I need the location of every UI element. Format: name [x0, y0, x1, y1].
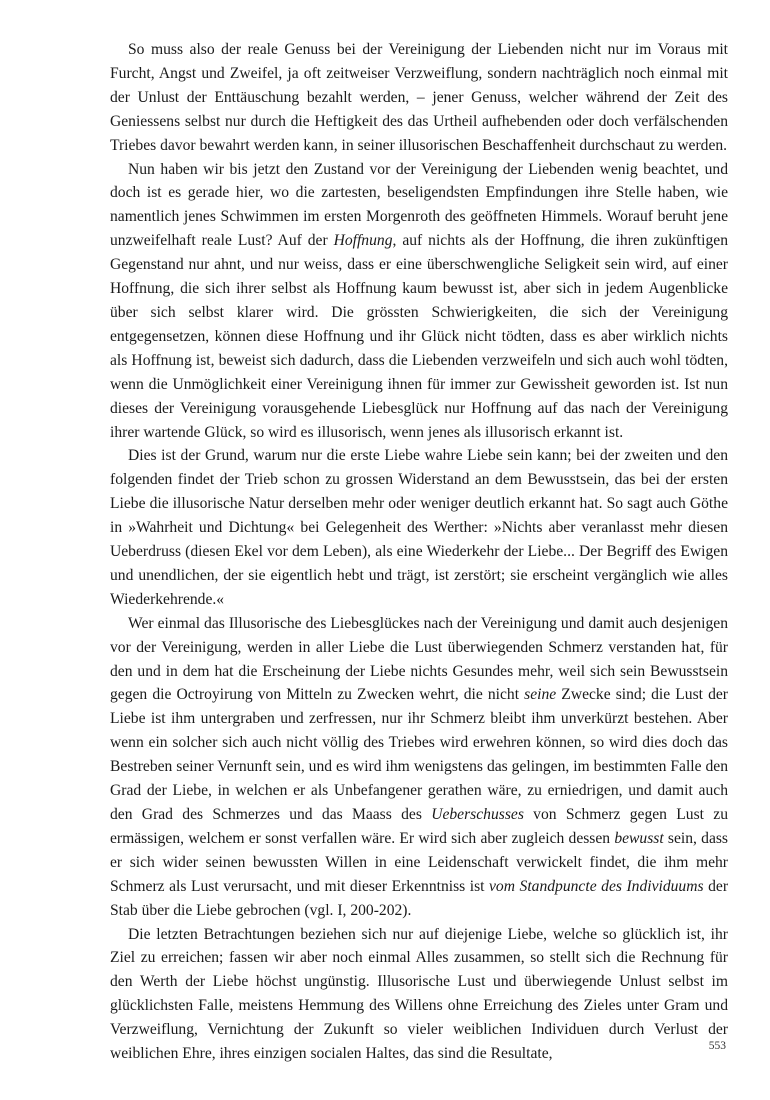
paragraph-4	[110, 612, 728, 923]
page-body	[110, 38, 728, 1066]
text-run: Nun haben wir bis jetzt den Zustand vor der Vereinigung der Liebenden wenig beachtet, und doch ist es gerade hier, wo die zartesten, beseligendsten Empfindungen ihre Stelle haben, wie namentlich jenes Schwimmen im ersten Morgenroth des geöffneten Himmels. Worauf beruht jene unzweifelhaft reale Lust? Auf der	[110, 160, 728, 250]
text-run: sein, dass er sich wider seinen bewussten Willen in eine Leidenschaft verwickelt findet, die ihm mehr Schmerz als Lust verursacht, und mit dieser Erkenntniss ist	[110, 829, 728, 895]
paragraph-2	[110, 158, 728, 445]
emphasis-hoffnung: Hoffnung	[333, 232, 393, 250]
text-run: Die letzten Betrachtungen beziehen sich nur auf diejenige Liebe, welche so glücklich ist, ihr Ziel zu erreichen; fassen wir aber noch einmal Alles zusammen, so stellt sich die Rechnung für den Werth der Liebe höchst ungünstig. Illusorische Lust und überwiegende Unlust selbst im glücklichsten Falle, meistens Hemmung des Willens ohne Erreichung des Zieles unter Gram und Verzweiflung, Vernichtung der Zukunft so vieler weiblichen Individuen durch Verlust der weiblichen Ehre, ihres einzigen socialen Haltes, das sind die Resultate,	[110, 925, 728, 1063]
paragraph-1	[110, 38, 728, 158]
emphasis-ueberschusses: Ueberschusses	[431, 806, 524, 823]
text-run: , auf nichts als der Hoffnung, die ihren zukünftigen Gegenstand nur ahnt, und nur weiss, dass er eine überschwengliche Seligkeit sein wird, auf einer Hoffnung, die sich ihrer selbst als Hoffnung kaum bewusst ist, aber sich in jedem Augenblicke über sich selbst klarer wird. Die grössten Schwierigkeiten, die sich der Vereinigung entgegensetzen, können diese Hoffnung und ihr Glück nicht tödten, dass es aber wirklich nichts als Hoffnung ist, beweist sich dadurch, dass die Liebenden verzweifeln und sich auch wohl tödten, wenn die Unmöglichkeit einer Vereinigung ihnen für immer zur Gewissheit geworden ist. Ist nun dieses der Vereinigung vorausgehende Liebesglück nur Hoffnung auf das nach der Vereinigung ihrer wartende Glück, so wird es illusorisch, wenn jenes als illusorisch erkannt ist.	[110, 232, 728, 441]
text-run: Wer einmal das Illusorische des Liebesglückes nach der Vereinigung und damit auch desjenigen vor der Vereinigung, werden in aller Liebe die Lust überwiegenden Schmerz verstanden hat, für den und in dem hat die Erscheinung der Liebe nichts Gesundes mehr, weil sich sein Bewusstsein gegen die Octroyirung von Mitteln zu Zwecken wehrt, die nicht	[110, 614, 728, 704]
text-run: So muss also der reale Genuss bei der Vereinigung der Liebenden nicht nur im Voraus mit Furcht, Angst und Zweifel, ja oft zeitweiser Verzweiflung, sondern nachträglich noch einmal mit der Unlust der Enttäuschung bezahlt werden, – jener Genuss, welcher während der Zeit des Geniessens selbst nur durch die Heftigkeit des das Urtheil aufhebenden oder doch verfälschenden Triebes davor bewahrt werden kann, in seiner illusorischen Beschaffenheit durchschaut zu werden.	[110, 41, 728, 154]
text-run: Zwecke sind; die Lust der Liebe ist ihm untergraben und zerfressen, nur ihr Schmerz bleibt ihm unverkürzt bestehen. Aber wenn ein solcher sich auch nicht völlig des Triebes wird erwehren können, so wird dies doch das Bestreben seiner Vernunft sein, und es wird ihm wenigstens das gelingen, im bestimmten Falle den Grad der Liebe, in welchen er als Unbefangener gerathen wäre, zu erniedrigen, und damit auch den Grad des Schmerzes und das Maass des	[110, 686, 728, 823]
paragraph-3	[110, 444, 728, 611]
text-run: der Stab über die Liebe gebrochen (vgl. I, 200-202).	[110, 877, 729, 919]
text-run: Dies ist der Grund, warum nur die erste Liebe wahre Liebe sein kann; bei der zweiten und den folgenden findet der Trieb schon zu grossen Widerstand an dem Bewusstsein, das bei der ersten Liebe die illusorische Natur derselben mehr oder weniger deutlich erkannt hat. So sagt auch Göthe in »Wahrheit und Dichtung« bei Gelegenheit des Werther: »Nichts aber veranlasst mehr diesen Ueberdruss (diesen Ekel vor dem Leben), als eine Wiederkehr der Liebe... Der Begriff des Ewigen und unendlichen, der sie eigentlich hebt und trägt, ist zerstört; sie erscheint vergänglich wie alles Wiederkehrende.«	[110, 447, 728, 608]
paragraph-5	[110, 923, 728, 1066]
text-run: von Schmerz gegen Lust zu ermässigen, welchem er sonst verfallen wäre. Er wird sich aber zugleich dessen	[110, 806, 728, 847]
page-number: 553	[708, 1040, 726, 1052]
emphasis-seine: seine	[524, 686, 557, 704]
emphasis-standpunct: vom Standpuncte des Individuums	[489, 877, 704, 895]
emphasis-bewusst: bewusst	[614, 829, 664, 847]
